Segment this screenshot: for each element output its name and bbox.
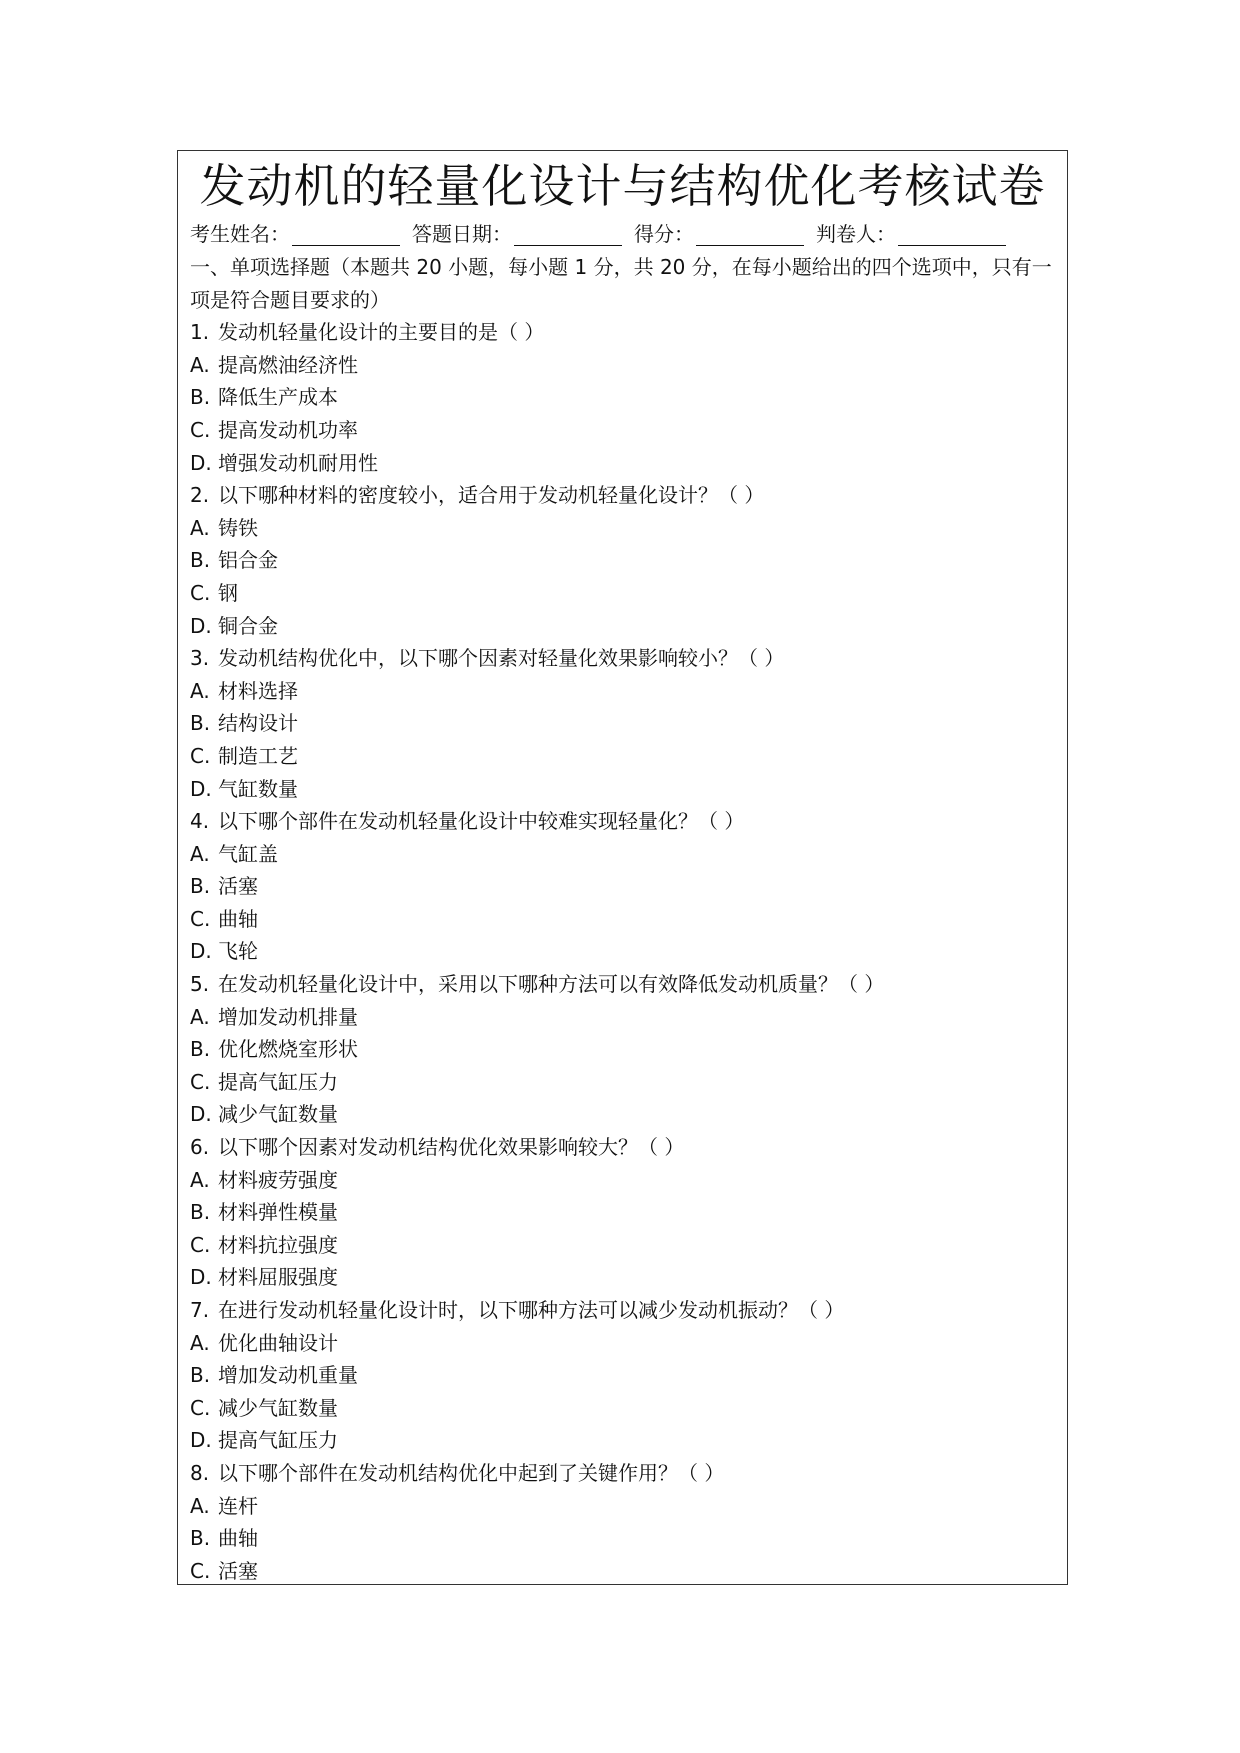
option-5d — [190, 1098, 1057, 1131]
option-letter: B. — [190, 1037, 211, 1062]
option-letter: C. — [190, 580, 211, 605]
option-text: 材料屈服强度 — [218, 1265, 338, 1290]
exam-content — [178, 217, 1067, 1585]
question-number: 6. — [190, 1135, 210, 1160]
question-number: 5. — [190, 972, 210, 997]
option-letter: A. — [190, 841, 210, 866]
option-7c — [190, 1392, 1057, 1425]
option-letter: D. — [190, 450, 212, 475]
grader-label: 判卷人： — [816, 222, 896, 246]
option-letter: D. — [190, 1102, 212, 1127]
option-letter: A. — [190, 1004, 210, 1029]
question-3 — [190, 642, 1057, 675]
option-letter: C. — [190, 743, 211, 768]
option-text: 气缸数量 — [218, 776, 298, 801]
option-text: 优化曲轴设计 — [218, 1330, 338, 1355]
option-6a — [190, 1164, 1057, 1197]
option-letter: B. — [190, 711, 211, 736]
question-2 — [190, 479, 1057, 512]
option-letter: A. — [190, 1493, 210, 1518]
option-1d — [190, 447, 1057, 480]
question-6 — [190, 1131, 1057, 1164]
question-number: 8. — [190, 1460, 210, 1485]
option-text: 降低生产成本 — [218, 385, 338, 410]
option-text: 提高气缸压力 — [218, 1428, 338, 1453]
option-text: 活塞 — [218, 874, 258, 899]
question-text: 以下哪种材料的密度较小，适合用于发动机轻量化设计？（ ） — [218, 483, 765, 508]
grader-blank[interactable] — [898, 223, 1006, 246]
question-number: 7. — [190, 1298, 210, 1322]
option-letter: C. — [190, 906, 211, 931]
option-text: 优化燃烧室形状 — [218, 1037, 358, 1062]
question-7 — [190, 1294, 1057, 1327]
option-6d — [190, 1261, 1057, 1294]
option-letter: B. — [190, 548, 211, 573]
question-number: 2. — [190, 483, 210, 508]
candidate-name-blank[interactable] — [292, 223, 400, 246]
option-text: 增加发动机重量 — [218, 1363, 358, 1388]
score-field — [634, 217, 804, 251]
option-letter: B. — [190, 1363, 211, 1388]
option-letter: A. — [190, 515, 210, 540]
option-letter: B. — [190, 874, 211, 899]
answer-date-label: 答题日期： — [412, 222, 512, 246]
option-text: 钢 — [218, 580, 238, 605]
candidate-name-field — [190, 217, 400, 251]
option-text: 曲轴 — [218, 1526, 258, 1551]
option-text: 飞轮 — [218, 939, 258, 964]
option-letter: A. — [190, 1330, 210, 1355]
question-text: 发动机结构优化中，以下哪个因素对轻量化效果影响较小？（ ） — [218, 646, 785, 671]
option-4a — [190, 838, 1057, 871]
option-letter: C. — [190, 1395, 211, 1420]
option-8c — [190, 1555, 1057, 1585]
option-letter: D. — [190, 1265, 212, 1290]
option-3d — [190, 773, 1057, 806]
question-number: 1. — [190, 320, 210, 345]
option-8a — [190, 1490, 1057, 1523]
option-5a — [190, 1001, 1057, 1034]
option-2b — [190, 544, 1057, 577]
option-text: 提高发动机功率 — [218, 417, 358, 442]
question-number: 4. — [190, 809, 210, 834]
option-letter: D. — [190, 939, 212, 964]
option-1c — [190, 414, 1057, 447]
option-6c — [190, 1229, 1057, 1262]
option-6b — [190, 1196, 1057, 1229]
exam-info-row — [190, 217, 1057, 251]
section-heading: 一、单项选择题（本题共 20 小题，每小题 1 分，共 20 分，在每小题给出的四个选项中，只有一项是符合题目要求的） — [190, 255, 1052, 312]
question-text: 以下哪个部件在发动机轻量化设计中较难实现轻量化？（ ） — [218, 809, 745, 834]
score-blank[interactable] — [696, 223, 804, 246]
question-text: 以下哪个因素对发动机结构优化效果影响较大？（ ） — [218, 1135, 685, 1160]
option-letter: B. — [190, 1526, 211, 1551]
exam-title: 发动机的轻量化设计与结构优化考核试卷 — [199, 159, 1046, 213]
option-3a — [190, 675, 1057, 708]
question-text: 在发动机轻量化设计中，采用以下哪种方法可以有效降低发动机质量？（ ） — [218, 972, 885, 997]
option-1a — [190, 349, 1057, 382]
option-4c — [190, 903, 1057, 936]
option-2d — [190, 610, 1057, 643]
option-text: 气缸盖 — [218, 841, 278, 866]
option-letter: C. — [190, 417, 211, 442]
option-7d — [190, 1424, 1057, 1457]
question-5 — [190, 968, 1057, 1001]
grader-field — [816, 217, 1006, 251]
option-2c — [190, 577, 1057, 610]
option-letter: D. — [190, 1428, 212, 1453]
score-label: 得分： — [634, 222, 694, 246]
option-letter: C. — [190, 1232, 211, 1257]
option-text: 材料抗拉强度 — [218, 1232, 338, 1257]
option-text: 结构设计 — [218, 711, 298, 736]
option-text: 制造工艺 — [218, 743, 298, 768]
question-text: 发动机轻量化设计的主要目的是（ ） — [218, 320, 545, 345]
candidate-name-label: 考生姓名： — [190, 222, 290, 246]
question-text: 在进行发动机轻量化设计时，以下哪种方法可以减少发动机振动？（ ） — [218, 1298, 845, 1322]
option-4d — [190, 935, 1057, 968]
answer-date-field — [412, 217, 622, 251]
question-4 — [190, 805, 1057, 838]
option-letter: A. — [190, 678, 210, 703]
option-text: 增强发动机耐用性 — [218, 450, 378, 475]
question-1 — [190, 316, 1057, 349]
option-4b — [190, 870, 1057, 903]
option-text: 提高燃油经济性 — [218, 352, 358, 377]
option-letter: A. — [190, 352, 210, 377]
option-text: 增加发动机排量 — [218, 1004, 358, 1029]
option-letter: B. — [190, 385, 211, 410]
option-text: 提高气缸压力 — [218, 1069, 338, 1094]
answer-date-blank[interactable] — [514, 223, 622, 246]
option-5c — [190, 1066, 1057, 1099]
option-text: 材料选择 — [218, 678, 298, 703]
option-text: 材料弹性模量 — [218, 1200, 338, 1225]
option-5b — [190, 1033, 1057, 1066]
question-8 — [190, 1457, 1057, 1490]
option-2a — [190, 512, 1057, 545]
option-letter: D. — [190, 776, 212, 801]
option-text: 减少气缸数量 — [218, 1395, 338, 1420]
option-letter: A. — [190, 1167, 210, 1192]
option-7a — [190, 1327, 1057, 1360]
option-7b — [190, 1359, 1057, 1392]
option-text: 活塞 — [218, 1558, 258, 1583]
exam-paper-frame — [177, 150, 1068, 1585]
option-text: 曲轴 — [218, 906, 258, 931]
option-letter: B. — [190, 1200, 211, 1225]
option-text: 连杆 — [218, 1493, 258, 1518]
option-text: 铜合金 — [218, 613, 278, 638]
option-3c — [190, 740, 1057, 773]
option-text: 减少气缸数量 — [218, 1102, 338, 1127]
option-3b — [190, 707, 1057, 740]
option-letter: C. — [190, 1558, 211, 1583]
option-letter: D. — [190, 613, 212, 638]
question-number: 3. — [190, 646, 210, 671]
option-1b — [190, 381, 1057, 414]
question-text: 以下哪个部件在发动机结构优化中起到了关键作用？（ ） — [218, 1460, 725, 1485]
option-letter: C. — [190, 1069, 211, 1094]
option-text: 铝合金 — [218, 548, 278, 573]
option-text: 铸铁 — [218, 515, 258, 540]
option-text: 材料疲劳强度 — [218, 1167, 338, 1192]
option-8b — [190, 1522, 1057, 1555]
